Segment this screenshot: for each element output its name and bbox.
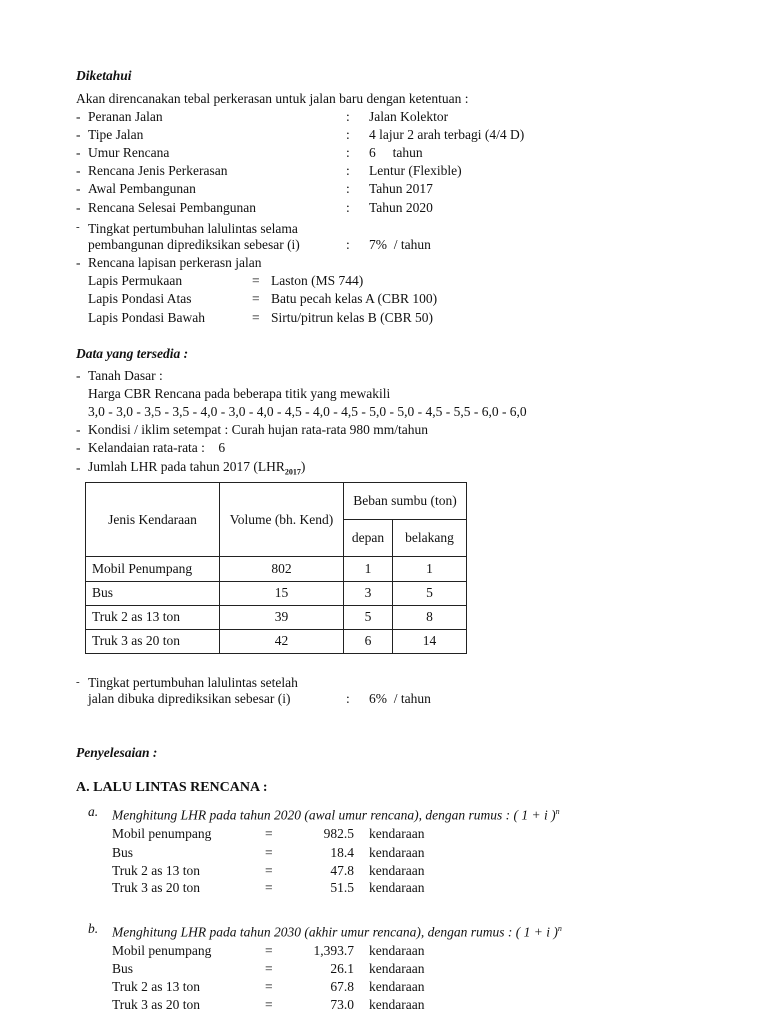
colon: : bbox=[346, 181, 350, 196]
sub-b-text bbox=[112, 921, 562, 941]
equals: = bbox=[252, 273, 260, 288]
layer-label: Lapis Pondasi Atas bbox=[88, 291, 192, 306]
item-label: Umur Rencana bbox=[88, 145, 170, 160]
lhr-row-unit: kendaraan bbox=[369, 997, 425, 1012]
item-value: Jalan Kolektor bbox=[369, 109, 449, 124]
header-beban: Beban sumbu (ton) bbox=[344, 483, 467, 520]
cbr-values: 3,0 - 3,0 - 3,5 - 3,5 - 4,0 - 3,0 - 4,0 - 4,5 - 4,0 - 4,5 - 5,0 - 5,0 - 4,5 - 5,5 - 6,0 - 6,0 bbox=[88, 404, 527, 419]
colon: : bbox=[346, 127, 350, 142]
bullet-dash: - bbox=[76, 255, 81, 270]
table-row bbox=[86, 629, 467, 653]
cell-volume: 15 bbox=[220, 581, 344, 605]
lhr-row-value: 47.8 bbox=[330, 863, 354, 878]
sub-a-text bbox=[112, 804, 560, 824]
lhr-row-unit: kendaraan bbox=[369, 863, 425, 878]
colon: : bbox=[346, 163, 350, 178]
item-value: Tahun 2017 bbox=[369, 181, 433, 196]
cell-volume: 802 bbox=[220, 557, 344, 581]
equals: = bbox=[252, 310, 260, 325]
growth-after-line1: Tingkat pertumbuhan lalulintas setelah bbox=[88, 675, 298, 690]
item-label: Peranan Jalan bbox=[88, 109, 163, 124]
lhr-row-label: Mobil penumpang bbox=[112, 943, 212, 958]
growth-line2: pembangunan diprediksikan sebesar (i) bbox=[88, 237, 300, 252]
header-volume: Volume (bh. Kend) bbox=[220, 483, 344, 557]
equals: = bbox=[265, 961, 273, 976]
lhr-row-label: Truk 3 as 20 ton bbox=[112, 997, 201, 1012]
item-label: Awal Pembangunan bbox=[88, 181, 196, 196]
cell-jenis: Bus bbox=[86, 581, 220, 605]
cell-depan: 1 bbox=[344, 557, 393, 581]
sub-a-sup: n bbox=[555, 807, 560, 816]
lhr-table bbox=[85, 482, 467, 654]
layers-title: Rencana lapisan perkerasn jalan bbox=[88, 255, 262, 270]
cbr-title: Harga CBR Rencana pada beberapa titik yang mewakili bbox=[88, 386, 391, 401]
cell-depan: 5 bbox=[344, 605, 393, 629]
lhr-row-unit: kendaraan bbox=[369, 943, 425, 958]
layer-value: Laston (MS 744) bbox=[271, 273, 364, 288]
lhr-row-unit: kendaraan bbox=[369, 826, 425, 841]
bullet-dash: - bbox=[76, 676, 80, 688]
lhr-row-value: 73.0 bbox=[330, 997, 354, 1012]
equals: = bbox=[265, 863, 273, 878]
growth-value: 7% / tahun bbox=[369, 237, 431, 252]
section-a-heading: A. LALU LINTAS RENCANA : bbox=[76, 780, 268, 795]
lhr-year-sub: 2017 bbox=[284, 467, 301, 477]
lhr-row-unit: kendaraan bbox=[369, 845, 425, 860]
colon: : bbox=[346, 109, 350, 124]
layer-value: Batu pecah kelas A (CBR 100) bbox=[271, 291, 438, 306]
table-row bbox=[86, 557, 467, 581]
lhr-row-label: Truk 2 as 13 ton bbox=[112, 863, 201, 878]
item-value: 4 lajur 2 arah terbagi (4/4 D) bbox=[369, 127, 525, 142]
table-row bbox=[86, 605, 467, 629]
item-value: Lentur (Flexible) bbox=[369, 163, 462, 178]
item-label: Tipe Jalan bbox=[88, 127, 144, 142]
equals: = bbox=[265, 826, 273, 841]
lhr-title-text: Jumlah LHR pada tahun 2017 (LHR bbox=[88, 459, 285, 474]
bullet-dash: - bbox=[76, 127, 81, 142]
bullet-dash: - bbox=[76, 440, 81, 455]
bullet-dash: - bbox=[76, 200, 81, 215]
sub-b-marker: b. bbox=[88, 921, 99, 936]
lhr-row-value: 67.8 bbox=[330, 979, 354, 994]
equals: = bbox=[265, 997, 273, 1012]
bullet-dash: - bbox=[76, 109, 81, 124]
lhr-row-value: 1,393.7 bbox=[313, 943, 354, 958]
diketahui-intro: Akan direncanakan tebal perkerasan untuk jalan baru dengan ketentuan : bbox=[76, 91, 469, 106]
tanah-dasar: Tanah Dasar : bbox=[88, 368, 163, 383]
lhr-row-label: Bus bbox=[112, 845, 134, 860]
layer-label: Lapis Pondasi Bawah bbox=[88, 310, 205, 325]
lhr-row-label: Truk 3 as 20 ton bbox=[112, 880, 201, 895]
equals: = bbox=[252, 291, 260, 306]
layer-label: Lapis Permukaan bbox=[88, 273, 183, 288]
bullet-dash: - bbox=[76, 460, 81, 475]
kelandaian: Kelandaian rata-rata : 6 bbox=[88, 440, 226, 455]
lhr-row-unit: kendaraan bbox=[369, 961, 425, 976]
bullet-dash: - bbox=[76, 368, 81, 383]
cell-depan: 6 bbox=[344, 629, 393, 653]
lhr-row-value: 26.1 bbox=[330, 961, 354, 976]
lhr-row-label: Bus bbox=[112, 961, 134, 976]
cell-volume: 39 bbox=[220, 605, 344, 629]
header-belakang: belakang bbox=[393, 520, 467, 557]
sub-a-marker: a. bbox=[88, 804, 99, 819]
bullet-dash: - bbox=[76, 181, 81, 196]
cell-belakang: 5 bbox=[393, 581, 467, 605]
layer-value: Sirtu/pitrun kelas B (CBR 50) bbox=[271, 310, 433, 325]
equals: = bbox=[265, 943, 273, 958]
cell-jenis: Truk 2 as 13 ton bbox=[86, 605, 220, 629]
item-label: Rencana Selesai Pembangunan bbox=[88, 200, 256, 215]
cell-depan: 3 bbox=[344, 581, 393, 605]
sub-a-formula: Menghitung LHR pada tahun 2020 (awal umur rencana), dengan rumus : ( 1 + i ) bbox=[112, 807, 556, 823]
equals: = bbox=[265, 845, 273, 860]
colon: : bbox=[346, 237, 350, 252]
colon: : bbox=[346, 691, 350, 706]
sub-b-sup: n bbox=[557, 924, 562, 933]
cell-belakang: 14 bbox=[393, 629, 467, 653]
sub-b-formula: Menghitung LHR pada tahun 2030 (akhir umur rencana), dengan rumus : ( 1 + i ) bbox=[112, 924, 558, 940]
growth-after-value: 6% / tahun bbox=[369, 691, 431, 706]
kondisi-iklim: Kondisi / iklim setempat : Curah hujan rata-rata 980 mm/tahun bbox=[88, 422, 429, 437]
cell-belakang: 1 bbox=[393, 557, 467, 581]
lhr-row-value: 51.5 bbox=[330, 880, 354, 895]
lhr-row-label: Mobil penumpang bbox=[112, 826, 212, 841]
item-label: Rencana Jenis Perkerasan bbox=[88, 163, 228, 178]
cell-jenis: Truk 3 as 20 ton bbox=[86, 629, 220, 653]
table-header-row bbox=[86, 483, 467, 520]
item-value: Tahun 2020 bbox=[369, 200, 433, 215]
penyelesaian-heading: Penyelesaian : bbox=[76, 745, 158, 760]
lhr-title bbox=[88, 459, 305, 481]
data-heading: Data yang tersedia : bbox=[76, 346, 189, 361]
diketahui-heading: Diketahui bbox=[76, 68, 132, 83]
header-jenis: Jenis Kendaraan bbox=[86, 483, 220, 557]
growth-after-line2: jalan dibuka diprediksikan sebesar (i) bbox=[88, 691, 291, 706]
lhr-row-unit: kendaraan bbox=[369, 880, 425, 895]
table-row bbox=[86, 581, 467, 605]
lhr-title-close: ) bbox=[300, 459, 306, 474]
equals: = bbox=[265, 880, 273, 895]
cell-volume: 42 bbox=[220, 629, 344, 653]
colon: : bbox=[346, 200, 350, 215]
lhr-row-value: 982.5 bbox=[323, 826, 354, 841]
cell-belakang: 8 bbox=[393, 605, 467, 629]
bullet-dash: - bbox=[76, 145, 81, 160]
growth-line1: Tingkat pertumbuhan lalulintas selama bbox=[88, 221, 298, 236]
lhr-row-value: 18.4 bbox=[330, 845, 354, 860]
bullet-dash: - bbox=[76, 221, 80, 233]
colon: : bbox=[346, 145, 350, 160]
lhr-row-label: Truk 2 as 13 ton bbox=[112, 979, 201, 994]
bullet-dash: - bbox=[76, 163, 81, 178]
header-depan: depan bbox=[344, 520, 393, 557]
equals: = bbox=[265, 979, 273, 994]
item-value: 6 tahun bbox=[369, 145, 423, 160]
cell-jenis: Mobil Penumpang bbox=[86, 557, 220, 581]
bullet-dash: - bbox=[76, 422, 81, 437]
lhr-row-unit: kendaraan bbox=[369, 979, 425, 994]
